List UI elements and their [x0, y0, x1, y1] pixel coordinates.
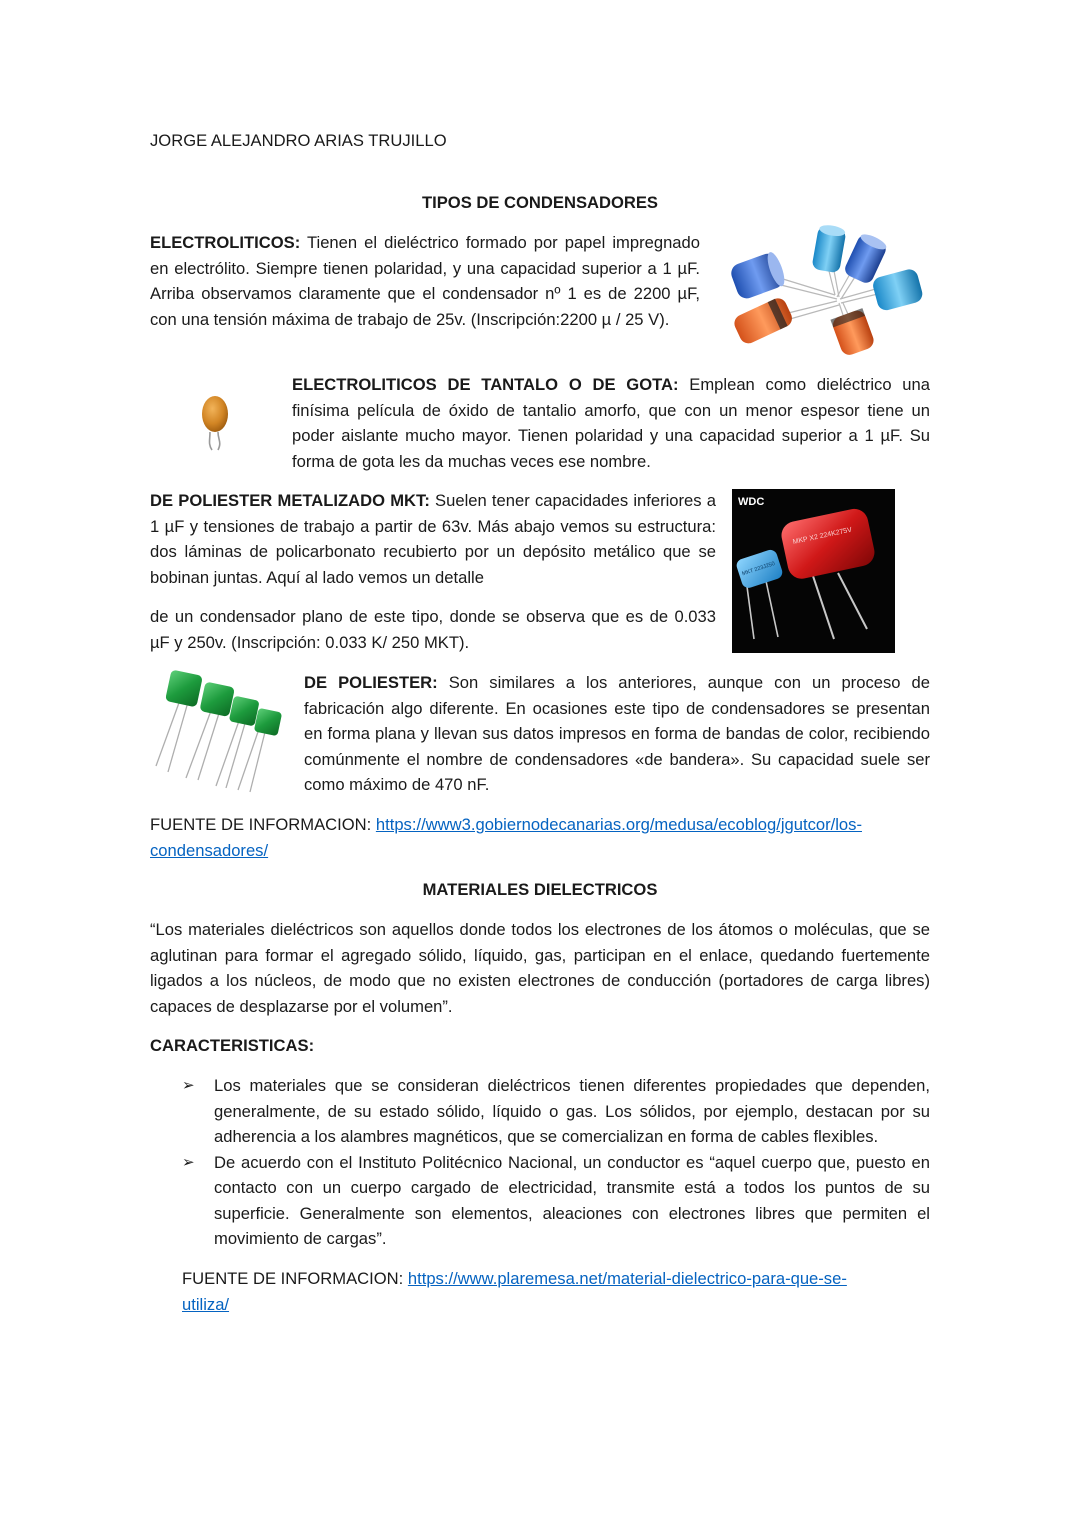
polyester-capacitors-image — [152, 668, 290, 794]
arrow-bullet-icon: ➢ — [182, 1153, 195, 1171]
source-2 — [182, 1266, 942, 1317]
electroliticos-heading: ELECTROLITICOS: — [150, 233, 301, 252]
mkt-text: Suelen tener capacidades inferiores a 1 µF y tensiones de trabajo a partir de 63v. Más abajo vemos su estructura: dos láminas de policarbonato recubierto por un depósito metálico que se bobinan juntas. Aquí al lado vemos un detalle — [150, 491, 716, 587]
mkt-paragraph — [150, 488, 716, 590]
section-title-dielectricos: MATERIALES DIELECTRICOS — [422, 880, 658, 899]
mkt-capacitors-image — [732, 489, 895, 653]
blue-capacitor-label: MKT 223J250 — [741, 561, 776, 578]
source-2-link-part2: utiliza/ — [182, 1294, 230, 1314]
source-1-link-part1: https://www3.gobiernodecanarias.org/medusa/ecoblog/jgutcor/los- — [375, 815, 862, 834]
list-item-text: Los materiales que se consideran dieléctricos tienen diferentes propiedades que dependen, generalmente, de su estado sólido, líquido o gas. Los sólidos, por ejemplo, destacan por su adherencia a los alambres magnéticos, que se comercializan en forma de cables flexibles. — [214, 1076, 930, 1146]
mkt-paragraph-continued: de un condensador plano de este tipo, donde se observa que es de 0.033 µF y 250v. (Inscripción: 0.033 K/ 250 MKT). — [150, 607, 716, 652]
red-capacitor-label: MKP X2 224K275V — [792, 526, 853, 546]
list-item — [182, 1150, 930, 1252]
caracteristicas-list — [182, 1073, 930, 1252]
list-item-text: De acuerdo con el Instituto Politécnico Nacional, un conductor es “aquel cuerpo que, puesto en contacto con un cuerpo cargado de electricidad, transmite está a todos los puntos de su superficie. Generalmente son elementos, aleaciones con electrones libres que permiten el movimiento de cargas”. — [214, 1152, 930, 1248]
source-1-label: FUENTE DE INFORMACION: — [150, 815, 376, 834]
poliester-text: Son similares a los anteriores, aunque con un proceso de fabricación algo diferente. En ocasiones este tipo de condensadores se presentan en forma plana y llevan sus datos impresos en forma de bandas de color, recibiendo comúnmente el nombre de condensadores «de bandera». Su capacidad suele ser como máximo de 470 nF. — [304, 673, 930, 794]
poliester-heading: DE POLIESTER: — [304, 673, 438, 692]
electrolytic-capacitors-image — [725, 225, 925, 357]
caracteristicas-heading: CARACTERISTICAS: — [150, 1036, 315, 1055]
author-name: JORGE ALEJANDRO ARIAS TRUJILLO — [150, 131, 447, 150]
mkt-heading: DE POLIESTER METALIZADO MKT: — [150, 491, 430, 510]
list-item — [182, 1073, 930, 1150]
source-1 — [150, 812, 940, 863]
arrow-bullet-icon: ➢ — [182, 1077, 195, 1094]
tantalo-text: Emplean como dieléctrico una finísima película de óxido de tantalio amorfo, que con un menor espesor tiene un poder aislante mucho mayor. Tienen polaridad y una capacidad superior a 1 µF. Su forma de gota les da muchas veces ese nombre. — [292, 375, 930, 471]
tantalo-paragraph — [292, 372, 930, 474]
brand-label: WDC — [738, 496, 765, 508]
electroliticos-text: Tienen el dieléctrico formado por papel impregnado en electrólito. Siempre tienen polaridad, y una capacidad superior a 1 µF. Arriba observamos claramente que el condensador nº 1 es de 2200 µF, con una tensión máxima de trabajo de 25v. (Inscripción:2200 µ / 25 V). — [150, 233, 700, 329]
source-1-link-part2: condensadores/ — [150, 840, 269, 860]
electroliticos-paragraph — [150, 230, 700, 332]
poliester-paragraph — [304, 670, 930, 798]
tantalum-capacitor-image — [196, 394, 234, 454]
dielectric-quote: “Los materiales dieléctricos son aquellos donde todos los electrones de los átomos o moléculas, que se aglutinan para formar el agregado sólido, líquido, gas, participan en el enlace, quedando fuertemente ligados a los núcleos, de modo que no existen electrones de conducción (portadores de carga libres) capaces de desplazarse por el volumen”. — [150, 920, 930, 1016]
source-2-label: FUENTE DE INFORMACION: — [182, 1269, 408, 1288]
tantalo-heading: ELECTROLITICOS DE TANTALO O DE GOTA: — [292, 375, 679, 394]
page-title: TIPOS DE CONDENSADORES — [421, 193, 659, 212]
source-2-link-part1: https://www.plaremesa.net/material-dielectrico-para-que-se- — [407, 1269, 847, 1288]
